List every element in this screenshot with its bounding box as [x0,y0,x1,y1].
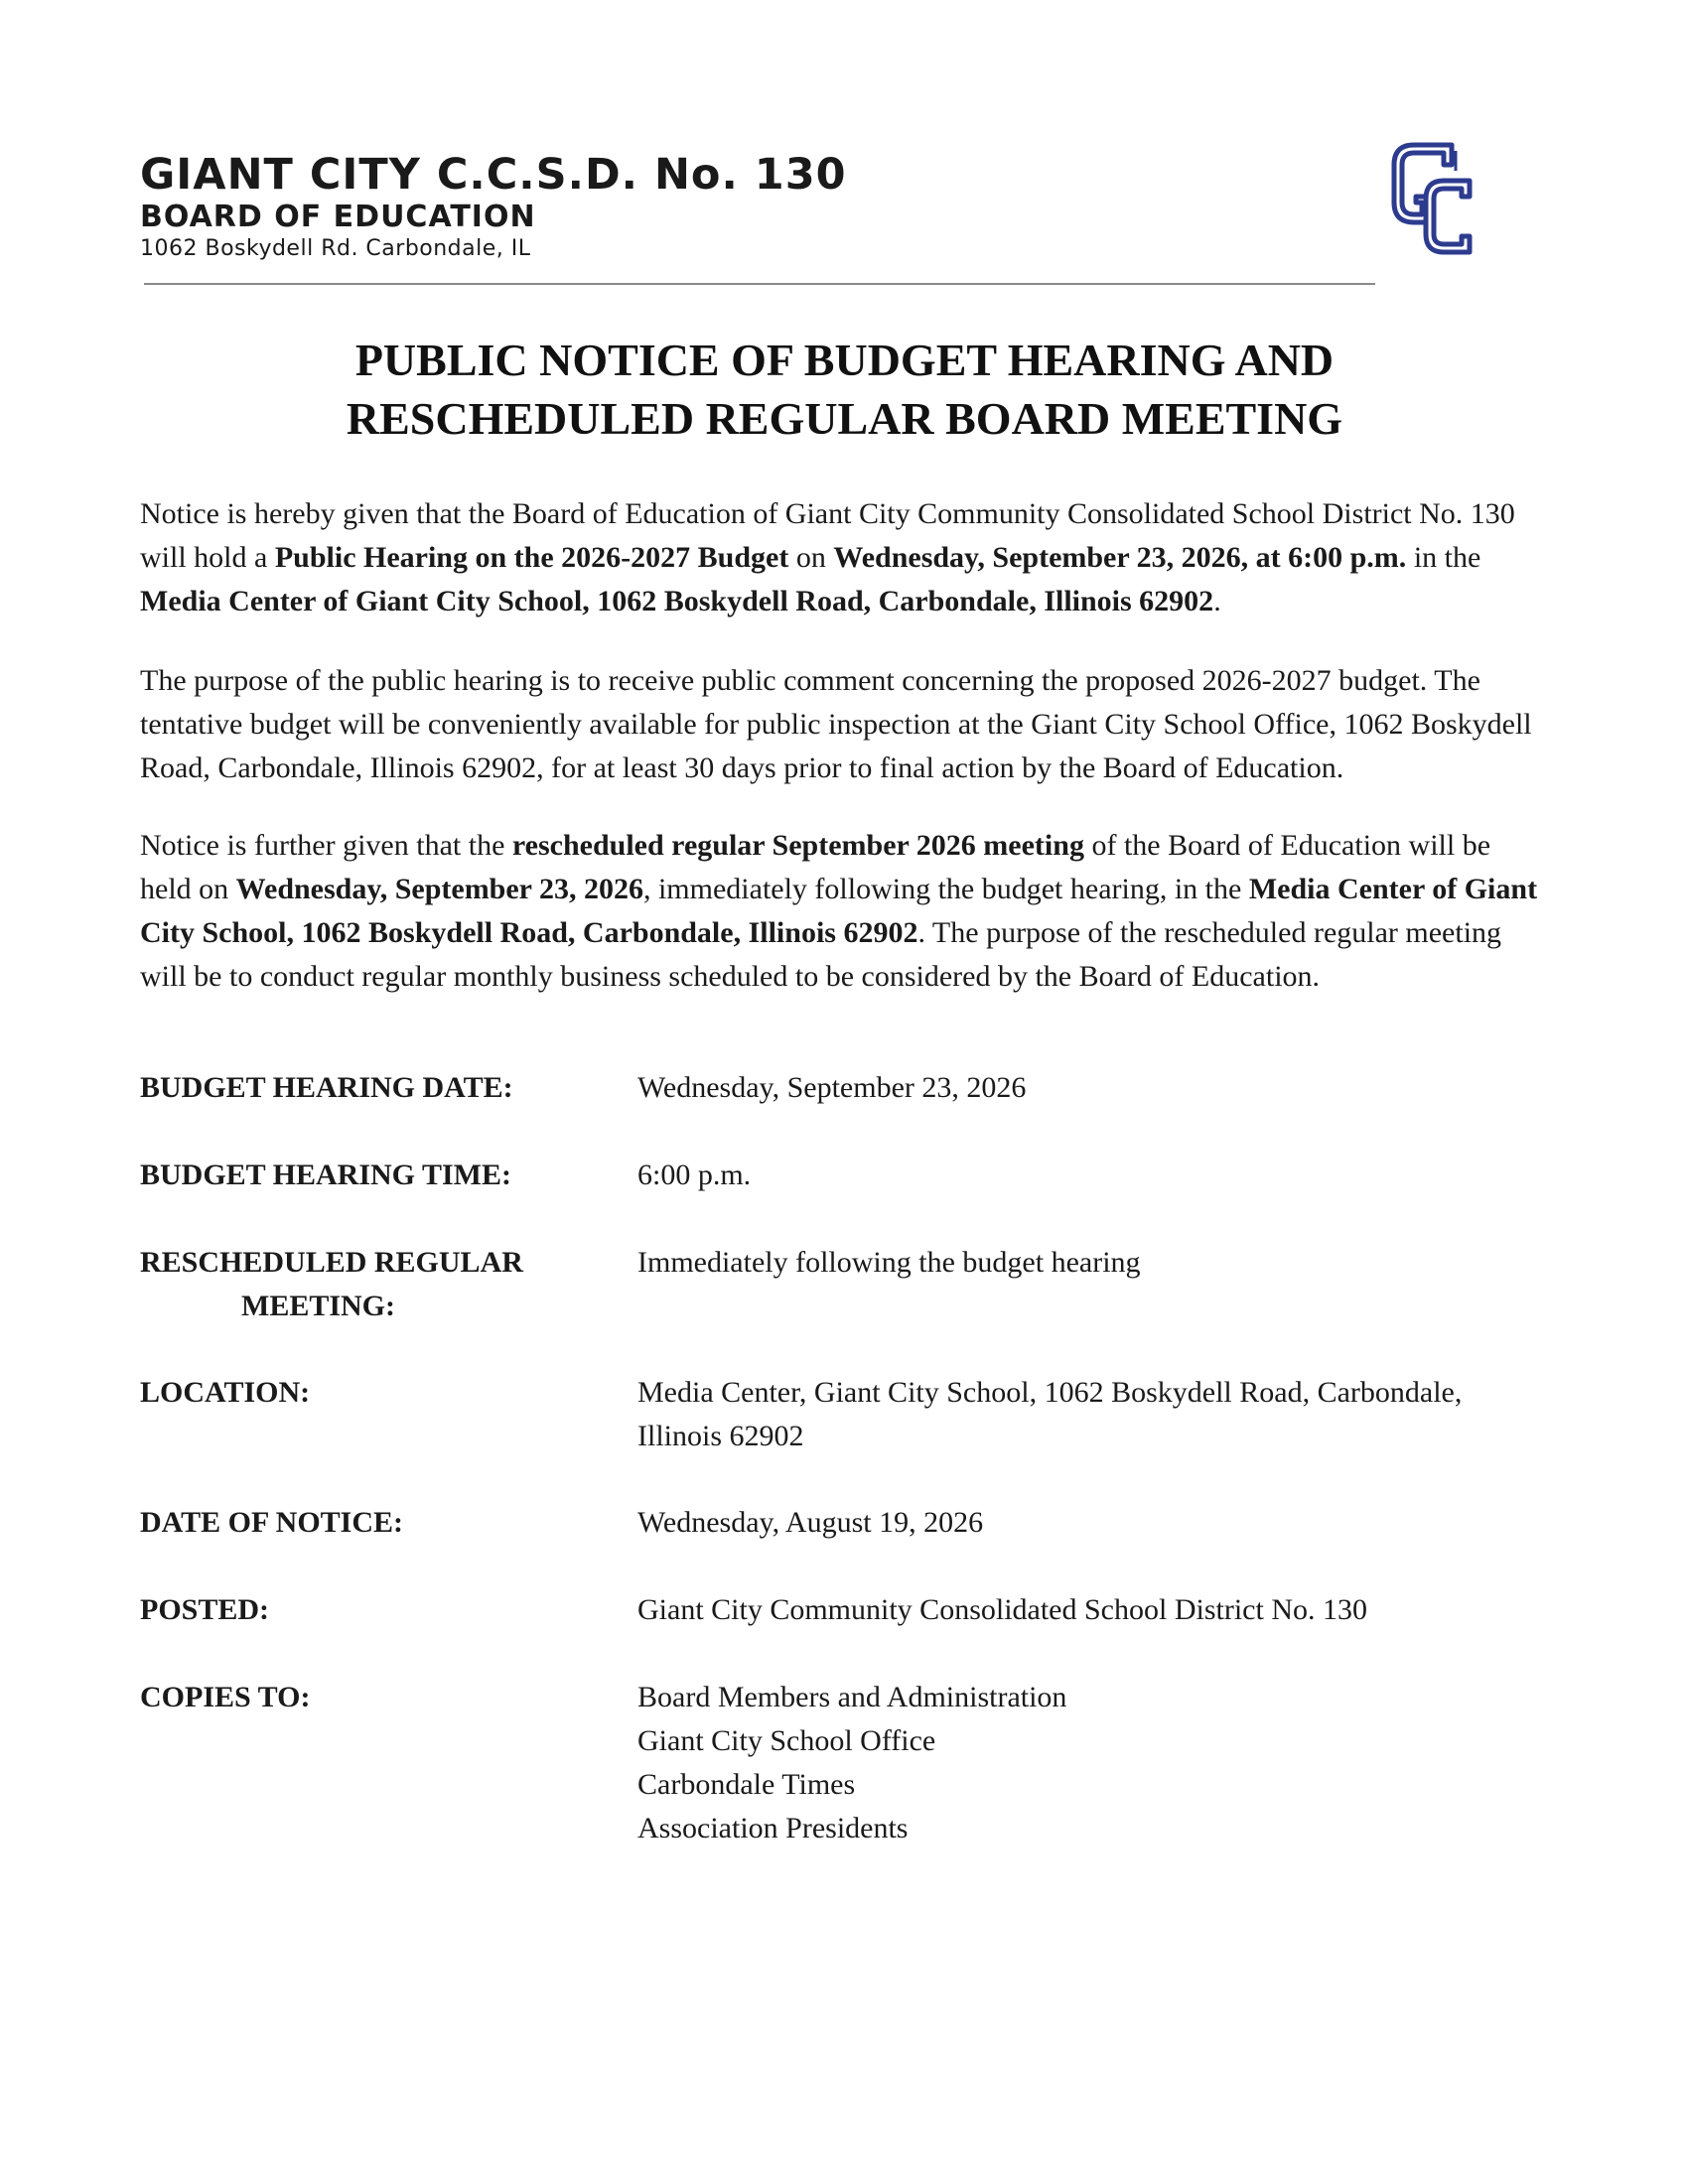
p1-text-2: on [788,541,834,574]
p1-bold-location: Media Center of Giant City School, 1062 Boskydell Road, Carbondale, Illinois 62902 [140,585,1214,617]
org-name: GIANT CITY C.C.S.D. No. 130 [140,150,847,200]
detail-label: COPIES TO: [140,1681,311,1713]
paragraph-meeting-notice [140,824,1549,999]
gc-monogram-logo [1386,137,1477,260]
header-divider [144,283,1375,285]
detail-label: POSTED: [140,1593,270,1626]
detail-value: Giant City Community Consolidated School District No. 130 [637,1593,1367,1626]
detail-label: BUDGET HEARING TIME: [140,1159,511,1191]
p1-text-4: . [1213,585,1221,617]
p3-text-4: . The purpose of the rescheduled regular meeting will be to conduct regular monthly business scheduled to be considered by the Board of Education. [140,916,1502,993]
p1-text-1: Notice is hereby given that the Board of Education of Giant City Community Consolidated School District No. 130 will hold a [140,497,1515,574]
p1-text-3: in the [1406,541,1481,574]
detail-value-list [637,1676,1549,1850]
p3-bold-meeting: rescheduled regular September 2026 meeting [511,829,1084,862]
p3-text-2: of the Board of Education will be held on [140,829,1491,905]
detail-value: Wednesday, September 23, 2026 [637,1071,1027,1104]
letterhead [140,149,1371,264]
copies-item: Giant City School Office [637,1724,936,1757]
org-address: 1062 Boskydell Rd. Carbondale, IL [140,236,531,261]
detail-value: Immediately following the budget hearing [637,1246,1141,1279]
org-subtitle: BOARD OF EDUCATION [140,200,536,234]
notice-title [140,331,1549,448]
detail-label: BUDGET HEARING DATE: [140,1071,513,1104]
copies-item: Association Presidents [637,1812,909,1844]
p1-bold-datetime: Wednesday, September 23, 2026, at 6:00 p.m. [833,541,1407,574]
title-line-1: PUBLIC NOTICE OF BUDGET HEARING AND [354,335,1335,385]
paragraph-purpose: The purpose of the public hearing is to receive public comment concerning the proposed 2026-2027 budget. The tentative budget will be conveniently available for public inspection at the Giant City School Office, 1062 Boskydell Road, Carbondale, Illinois 62902, for at least 30 days prior to final action by the Board of Education. [140,664,1532,784]
detail-label [140,1241,617,1328]
p3-text-3: , immediately following the budget hearing, in the [642,873,1249,905]
p3-text-1: Notice is further given that the [140,829,512,862]
p3-bold-location: Media Center of Giant City School, 1062 Boskydell Road, Carbondale, Illinois 62902 [140,873,1538,949]
title-line-2: RESCHEDULED REGULAR BOARD MEETING [346,393,1343,444]
copies-item: Carbondale Times [637,1768,856,1801]
detail-label-line-1: RESCHEDULED REGULAR [140,1246,523,1279]
paragraph-hearing-notice [140,492,1549,623]
copies-item: Board Members and Administration [637,1681,1067,1713]
detail-value: 6:00 p.m. [637,1159,752,1191]
p3-bold-date: Wednesday, September 23, 2026 [235,873,643,905]
detail-label-line-2: MEETING: [241,1290,396,1322]
detail-value: Media Center, Giant City School, 1062 Boskydell Road, Carbondale, Illinois 62902 [637,1376,1463,1452]
detail-value: Wednesday, August 19, 2026 [637,1506,984,1539]
logo-text: GC [1386,137,1388,138]
detail-label: DATE OF NOTICE: [140,1506,404,1539]
p1-bold-hearing: Public Hearing on the 2026-2027 Budget [274,541,789,574]
detail-label: LOCATION: [140,1376,311,1409]
